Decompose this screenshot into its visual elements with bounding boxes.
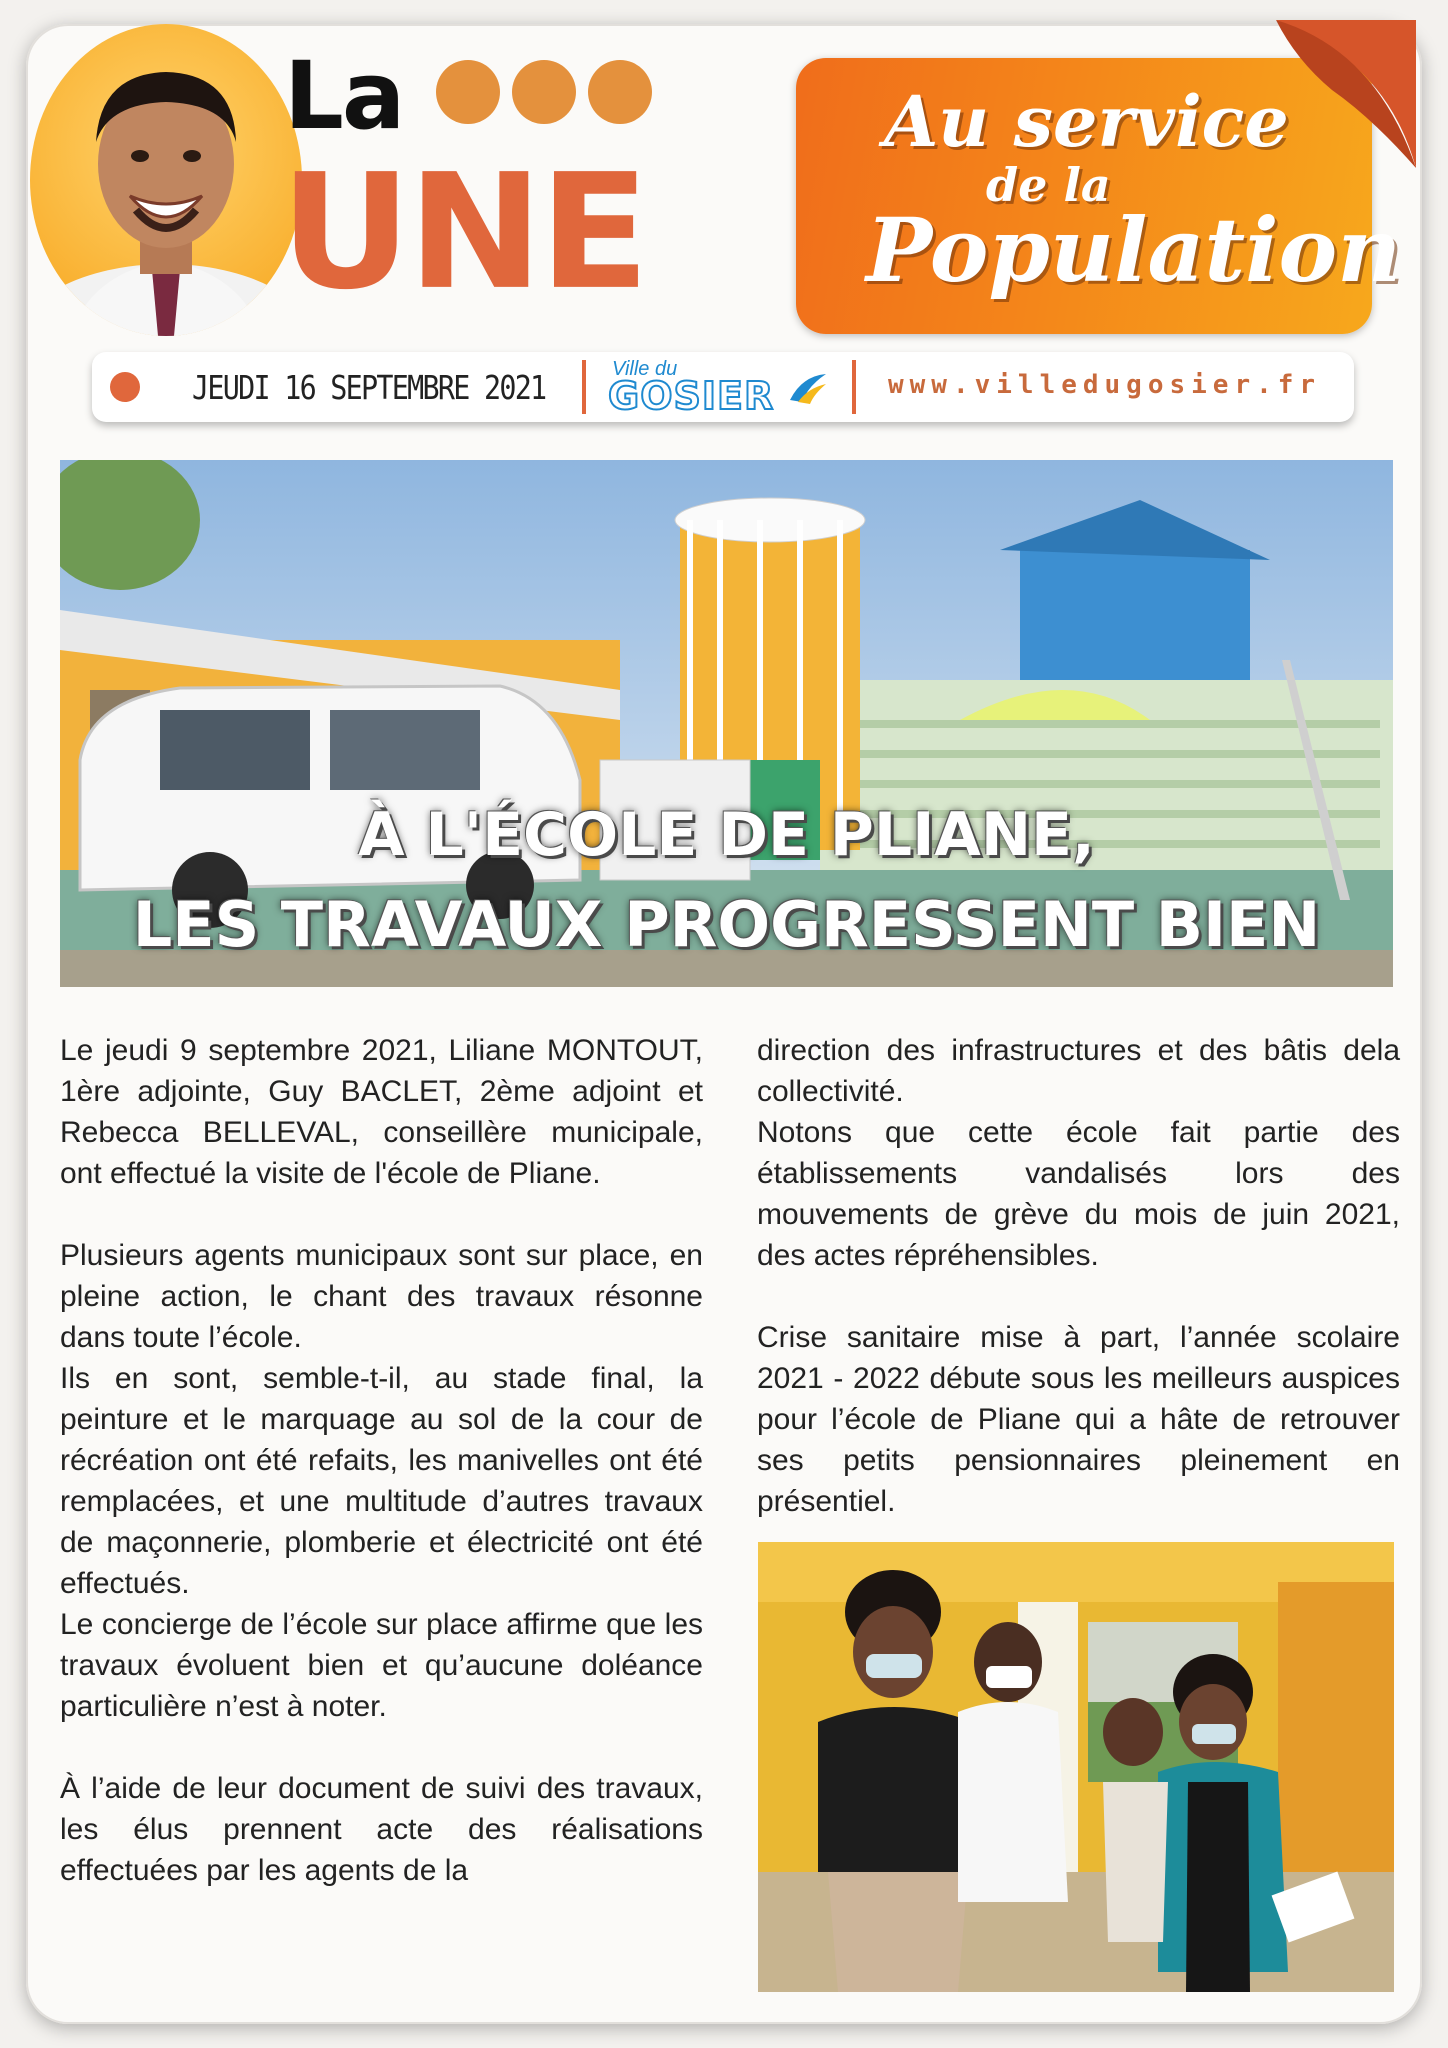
headline-line-2: LES TRAVAUX PROGRESSENT BIEN: [132, 888, 1321, 961]
dot-2: [512, 60, 576, 124]
banner-line-3: Population: [866, 198, 1402, 302]
article-right-column: direction des infrastructures et des bâtis dela collectivité. Notons que cette école fait partie des établissements vandalisés lors des mouvements de grève du mois de juin 2021, des actes répréhensibles. Crise sanitaire mise à part, l’année scolaire 2021 - 2022 débute sous les meilleurs auspices pour l’école de Pliane qui a hâte de retrouver ses petits pensionnaires pleinement en présentiel.: [757, 1034, 1400, 1518]
divider: [582, 360, 586, 414]
masthead-la: La: [284, 42, 404, 151]
article-left-column: Le jeudi 9 septembre 2021, Liliane MONTOUT, 1ère adjointe, Guy BACLET, 2ème adjoint et Rebecca BELLEVAL, conseillère municipale, ont effectué la visite de l'école de Pliane. Plusieurs agents municipaux sont sur place, en pleine action, le chant des travaux résonne dans toute l’école. Ils en sont, semble-t-il, au stade final, la peinture et le marquage au sol de la cour de récréation ont été refaits, les manivelles ont été remplacées, et une multitude d’autres travaux de maçonnerie, plomberie et électricité ont été effectués. Le concierge de l’école sur place affirme que les travaux évoluent bien et qu’aucune doléance particulière n’est à noter. À l’aide de leur document de suivi des travaux, les élus prennent acte des réalisations effectuées par les agents de la: [60, 1034, 703, 1887]
dot-1: [436, 60, 500, 124]
logo-prefix: Ville du: [612, 358, 678, 380]
banner-line-2: de la: [986, 158, 1111, 212]
mayor-portrait: [30, 24, 302, 336]
logo-wave-icon: [788, 370, 828, 406]
page-curl-icon: [1276, 20, 1416, 168]
masthead-une: UNE: [280, 140, 646, 326]
website-link[interactable]: www.villedugosier.fr: [888, 370, 1322, 400]
headline-line-1: À L'ÉCOLE DE PLIANE,: [358, 800, 1095, 870]
date-bar: [92, 352, 1354, 422]
banner-line-1: Au service: [884, 80, 1289, 163]
hero-photo: [60, 460, 1393, 987]
visit-photo: [758, 1542, 1394, 1992]
logo-gosier: GOSIER: [608, 374, 775, 418]
dot-3: [588, 60, 652, 124]
divider: [852, 360, 856, 414]
bullet-icon: [110, 372, 140, 402]
issue-date: JEUDI 16 SEPTEMBRE 2021: [192, 368, 546, 407]
